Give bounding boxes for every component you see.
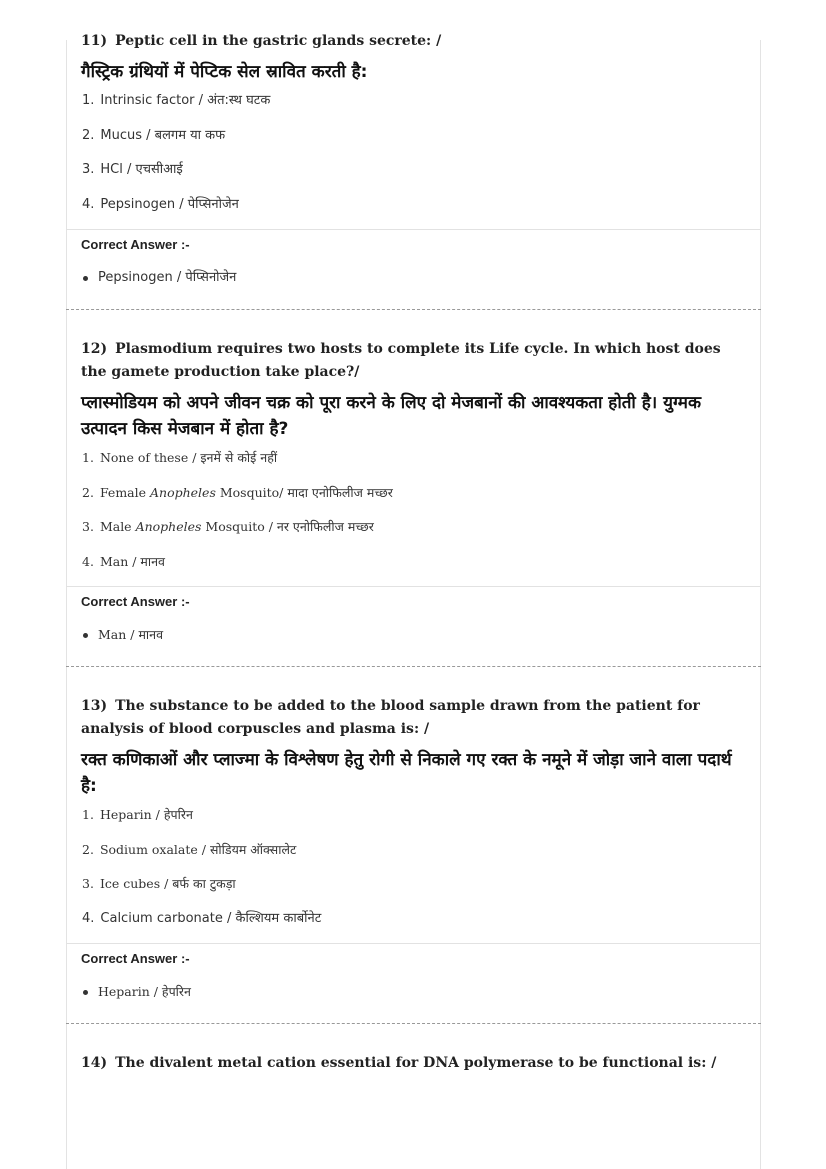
question-paper [66, 30, 761, 1075]
question-number: 11) [81, 33, 108, 49]
option-2: 2. Mucus / बलगम या कफ [82, 127, 226, 143]
correct-answer: Pepsinogen / पेप्सिनोजेन [98, 269, 761, 287]
question-english: 13) The substance to be added to the blood sample drawn from the patient for analysis of blood corpuscles and plasma is: / [81, 698, 700, 737]
question-12 [66, 310, 761, 644]
option-3: 3. HCl / एचसीआई [82, 162, 183, 177]
question-14 [66, 1024, 761, 1075]
answer-label: Correct Answer :- [81, 237, 190, 252]
option-3: 3. Male Anopheles Mosquito / नर एनोफिलीज मच्छर [82, 519, 374, 534]
question-number: 14) [81, 1055, 108, 1071]
option-2: 2. Sodium oxalate / सोडियम ऑक्सालेट [82, 841, 297, 857]
options-list [66, 448, 761, 572]
question-hindi: प्लास्मोडियम को अपने जीवन चक्र को पूरा करने के लिए दो मेजबानों की आवश्यकता होती है। युग्मक उत्पादन किस मेजबान में होता है? [81, 393, 701, 439]
question-number: 12) [81, 341, 108, 357]
option-4: 4. Pepsinogen / पेप्सिनोजेन [82, 196, 239, 212]
question-13 [66, 667, 761, 1001]
question-english: 14) The divalent metal cation essential for DNA polymerase to be functional is: / [81, 1055, 717, 1071]
option-1: 1. Intrinsic factor / अंत:स्थ घटक [82, 93, 271, 108]
correct-answer: Heparin / हेपरिन [98, 983, 761, 1001]
answer-section [66, 229, 761, 287]
question-11 [66, 30, 761, 287]
question-number: 13) [81, 698, 108, 714]
correct-answer: Man / मानव [98, 626, 761, 644]
answer-label: Correct Answer :- [81, 594, 190, 609]
option-1: 1. None of these / इनमें से कोई नहीं [82, 450, 278, 465]
options-list [66, 805, 761, 929]
answer-section [66, 586, 761, 644]
question-english: 12) Plasmodium requires two hosts to complete its Life cycle. In which host does the gamete production take place?/ [81, 341, 721, 380]
question-hindi: रक्त कणिकाओं और प्लाज्मा के विश्लेषण हेतु रोगी से निकाले गए रक्त के नमूने में जोड़ा जाने वाला पदार्थ है: [81, 750, 732, 796]
question-english: 11) Peptic cell in the gastric glands secrete: / [81, 33, 442, 49]
option-1: 1. Heparin / हेपरिन [82, 807, 193, 822]
option-2: 2. Female Anopheles Mosquito/ मादा एनोफिलीज मच्छर [82, 484, 393, 500]
option-4: 4. Man / मानव [82, 553, 165, 569]
answer-section [66, 943, 761, 1001]
option-4: 4. Calcium carbonate / कैल्शियम कार्बोनेट [82, 910, 322, 926]
question-hindi: गैस्ट्रिक ग्रंथियों में पेप्टिक सेल स्रावित करती है: [81, 62, 368, 82]
option-3: 3. Ice cubes / बर्फ का टुकड़ा [82, 876, 236, 891]
options-list [66, 91, 761, 215]
answer-label: Correct Answer :- [81, 951, 190, 966]
